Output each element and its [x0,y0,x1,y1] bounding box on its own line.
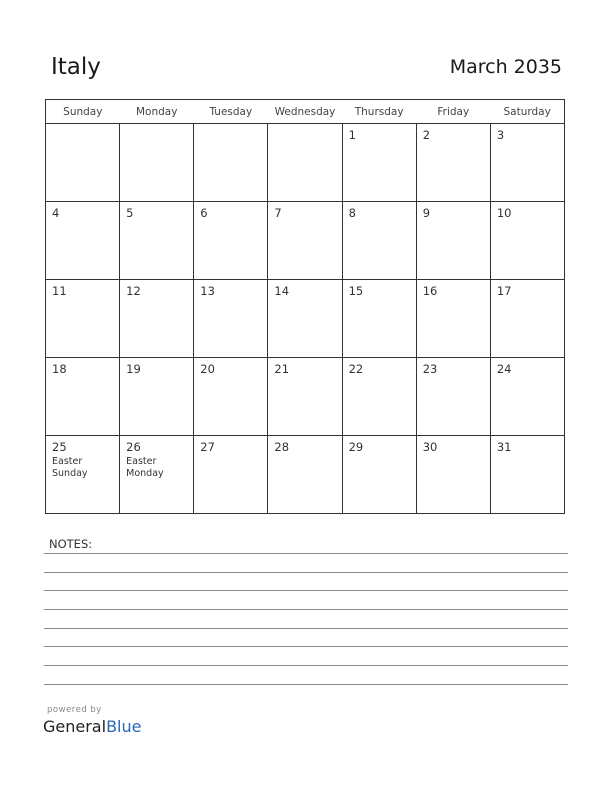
generalblue-logo[interactable] [43,717,141,736]
note-line [44,590,568,591]
calendar-day-cell [490,436,564,514]
calendar-day-cell [194,202,268,280]
calendar-day-cell [268,280,342,358]
calendar-day-cell [194,436,268,514]
calendar-day-cell [490,280,564,358]
weekday-sunday: Sunday [46,100,120,124]
calendar-week-row [46,436,565,514]
calendar-day-cell [342,436,416,514]
day-number: 8 [348,206,356,220]
day-number: 3 [496,128,505,142]
day-number: 25 [52,440,67,454]
day-number: 18 [52,362,67,376]
brand-blue: Blue [106,717,142,736]
day-number: 21 [274,362,290,376]
calendar-day-cell [268,436,342,514]
calendar-day-cell [194,280,268,358]
calendar-day-cell [120,358,194,436]
day-number: 2 [422,128,431,142]
calendar-day-cell [268,202,342,280]
notes-label: NOTES: [49,537,93,551]
note-line [44,553,568,554]
powered-by-text: powered by [47,705,102,715]
calendar-day-cell [490,124,564,202]
note-line [44,609,568,610]
weekday-tuesday: Tuesday [194,100,268,124]
calendar-day-cell [46,124,120,202]
note-line [44,684,568,685]
calendar-day-cell [490,202,564,280]
calendar-day-cell [268,358,342,436]
day-number: 12 [126,284,141,298]
calendar-week-row [46,202,565,280]
holiday-label: Easter Monday [126,456,164,479]
calendar-day-cell [46,358,120,436]
calendar-day-cell [194,124,268,202]
calendar-day-cell [120,124,194,202]
weekday-header-row [46,100,565,124]
calendar-day-cell [46,436,120,514]
note-line [44,572,568,573]
calendar-day-cell [46,280,120,358]
day-number: 20 [200,362,215,376]
month-year-title: March 2035 [449,56,562,78]
calendar-week-row [46,124,565,202]
calendar-day-cell [342,202,416,280]
day-number: 1 [348,128,356,142]
note-line [44,646,568,647]
day-number: 15 [348,284,364,298]
calendar-day-cell [416,280,490,358]
calendar-week-row [46,358,565,436]
note-line [44,628,568,629]
calendar-day-cell [120,436,194,514]
day-number: 4 [52,206,60,220]
calendar-day-cell [416,202,490,280]
weekday-wednesday: Wednesday [268,100,342,124]
calendar-day-cell [490,358,564,436]
calendar-day-cell [194,358,268,436]
calendar-grid [45,99,565,514]
calendar-day-cell [342,358,416,436]
day-number: 27 [200,440,215,454]
calendar-day-cell [342,280,416,358]
day-number: 7 [274,206,282,220]
day-number: 26 [126,440,141,454]
weekday-friday: Friday [416,100,490,124]
calendar-day-cell [120,202,194,280]
day-number: 31 [496,440,512,454]
calendar-day-cell [416,124,490,202]
day-number: 24 [496,362,512,376]
calendar-day-cell [120,280,194,358]
country-title: Italy [51,54,101,80]
calendar-day-cell [416,436,490,514]
day-number: 11 [52,284,67,298]
day-number: 5 [126,206,134,220]
day-number: 6 [200,206,208,220]
brand-general: General [43,717,107,736]
weekday-monday: Monday [120,100,194,124]
day-number: 29 [348,440,364,454]
day-number: 30 [422,440,438,454]
day-number: 10 [496,206,512,220]
day-number: 23 [422,362,438,376]
day-number: 17 [496,284,512,298]
day-number: 28 [274,440,290,454]
calendar-day-cell [268,124,342,202]
day-number: 14 [274,284,290,298]
note-line [44,665,568,666]
day-number: 9 [422,206,431,220]
day-number: 22 [348,362,364,376]
weekday-saturday: Saturday [490,100,564,124]
day-number: 13 [200,284,215,298]
calendar-week-row [46,280,565,358]
calendar-day-cell [416,358,490,436]
weekday-thursday: Thursday [342,100,416,124]
holiday-label: Easter Sunday [52,456,88,479]
calendar-day-cell [342,124,416,202]
calendar-day-cell [46,202,120,280]
day-number: 19 [126,362,141,376]
day-number: 16 [422,284,438,298]
